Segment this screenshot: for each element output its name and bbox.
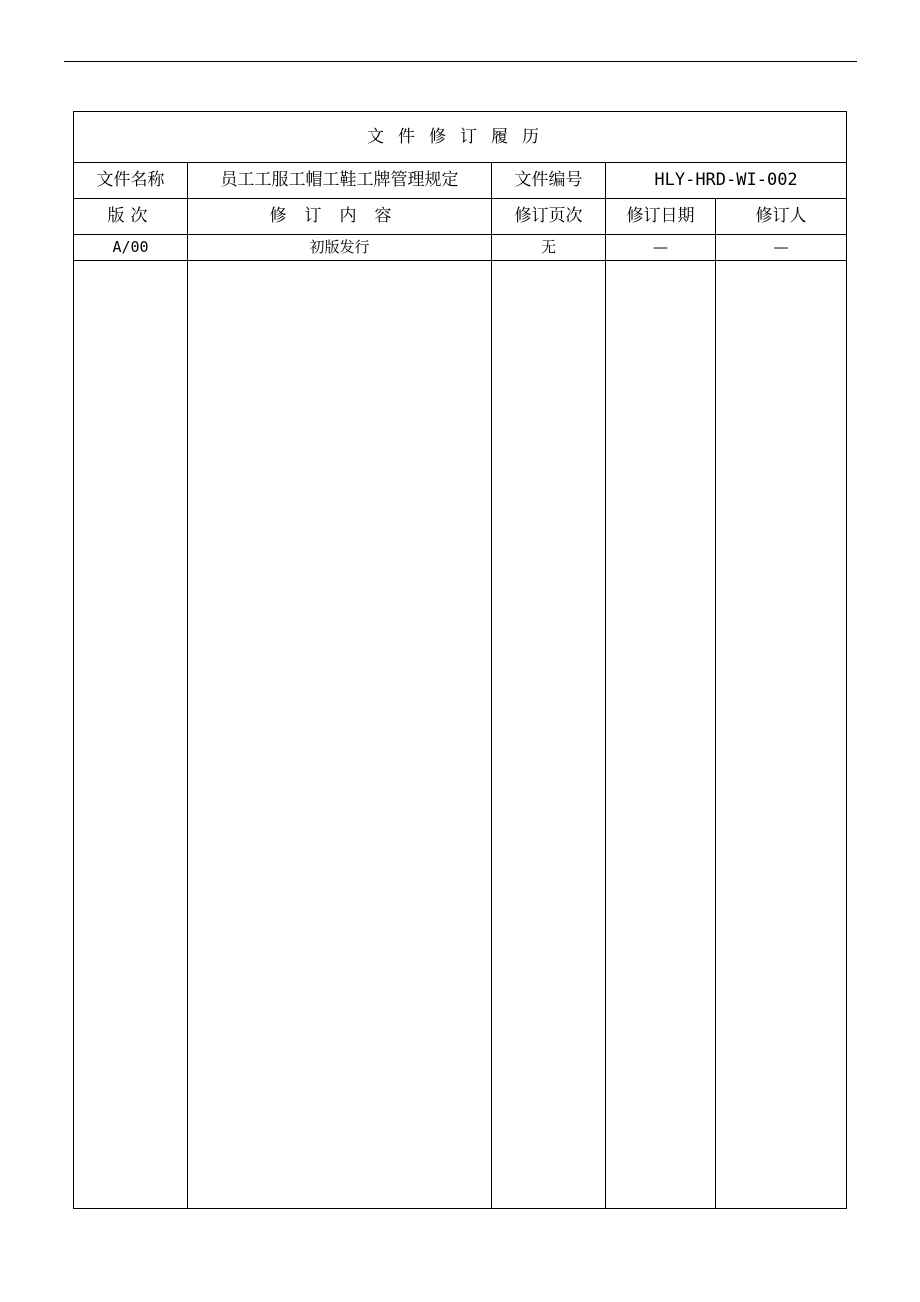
col-header-pages: 修订页次: [492, 199, 606, 235]
doc-name-value: 员工工服工帽工鞋工牌管理规定: [188, 163, 492, 199]
row-date: —: [606, 235, 716, 261]
col-header-reviser: 修订人: [716, 199, 847, 235]
header-rule: [64, 61, 857, 62]
table-title: 文件修订履历: [74, 112, 847, 163]
empty-cell: [606, 261, 716, 1209]
empty-cell: [492, 261, 606, 1209]
empty-row: [74, 261, 847, 1209]
revision-history-table: [73, 111, 847, 1209]
row-reviser: —: [716, 235, 847, 261]
row-version: A/00: [74, 235, 188, 261]
doc-number-value: HLY-HRD-WI-002: [606, 163, 847, 199]
col-header-date: 修订日期: [606, 199, 716, 235]
row-content: 初版发行: [188, 235, 492, 261]
doc-info-row: [74, 163, 847, 199]
empty-cell: [74, 261, 188, 1209]
empty-cell: [188, 261, 492, 1209]
col-header-content: 修订内容: [188, 199, 492, 235]
column-header-row: [74, 199, 847, 235]
col-header-version: 版次: [74, 199, 188, 235]
doc-name-label: 文件名称: [74, 163, 188, 199]
title-row: [74, 112, 847, 163]
empty-cell: [716, 261, 847, 1209]
table-row: [74, 235, 847, 261]
doc-number-label: 文件编号: [492, 163, 606, 199]
row-pages: 无: [492, 235, 606, 261]
